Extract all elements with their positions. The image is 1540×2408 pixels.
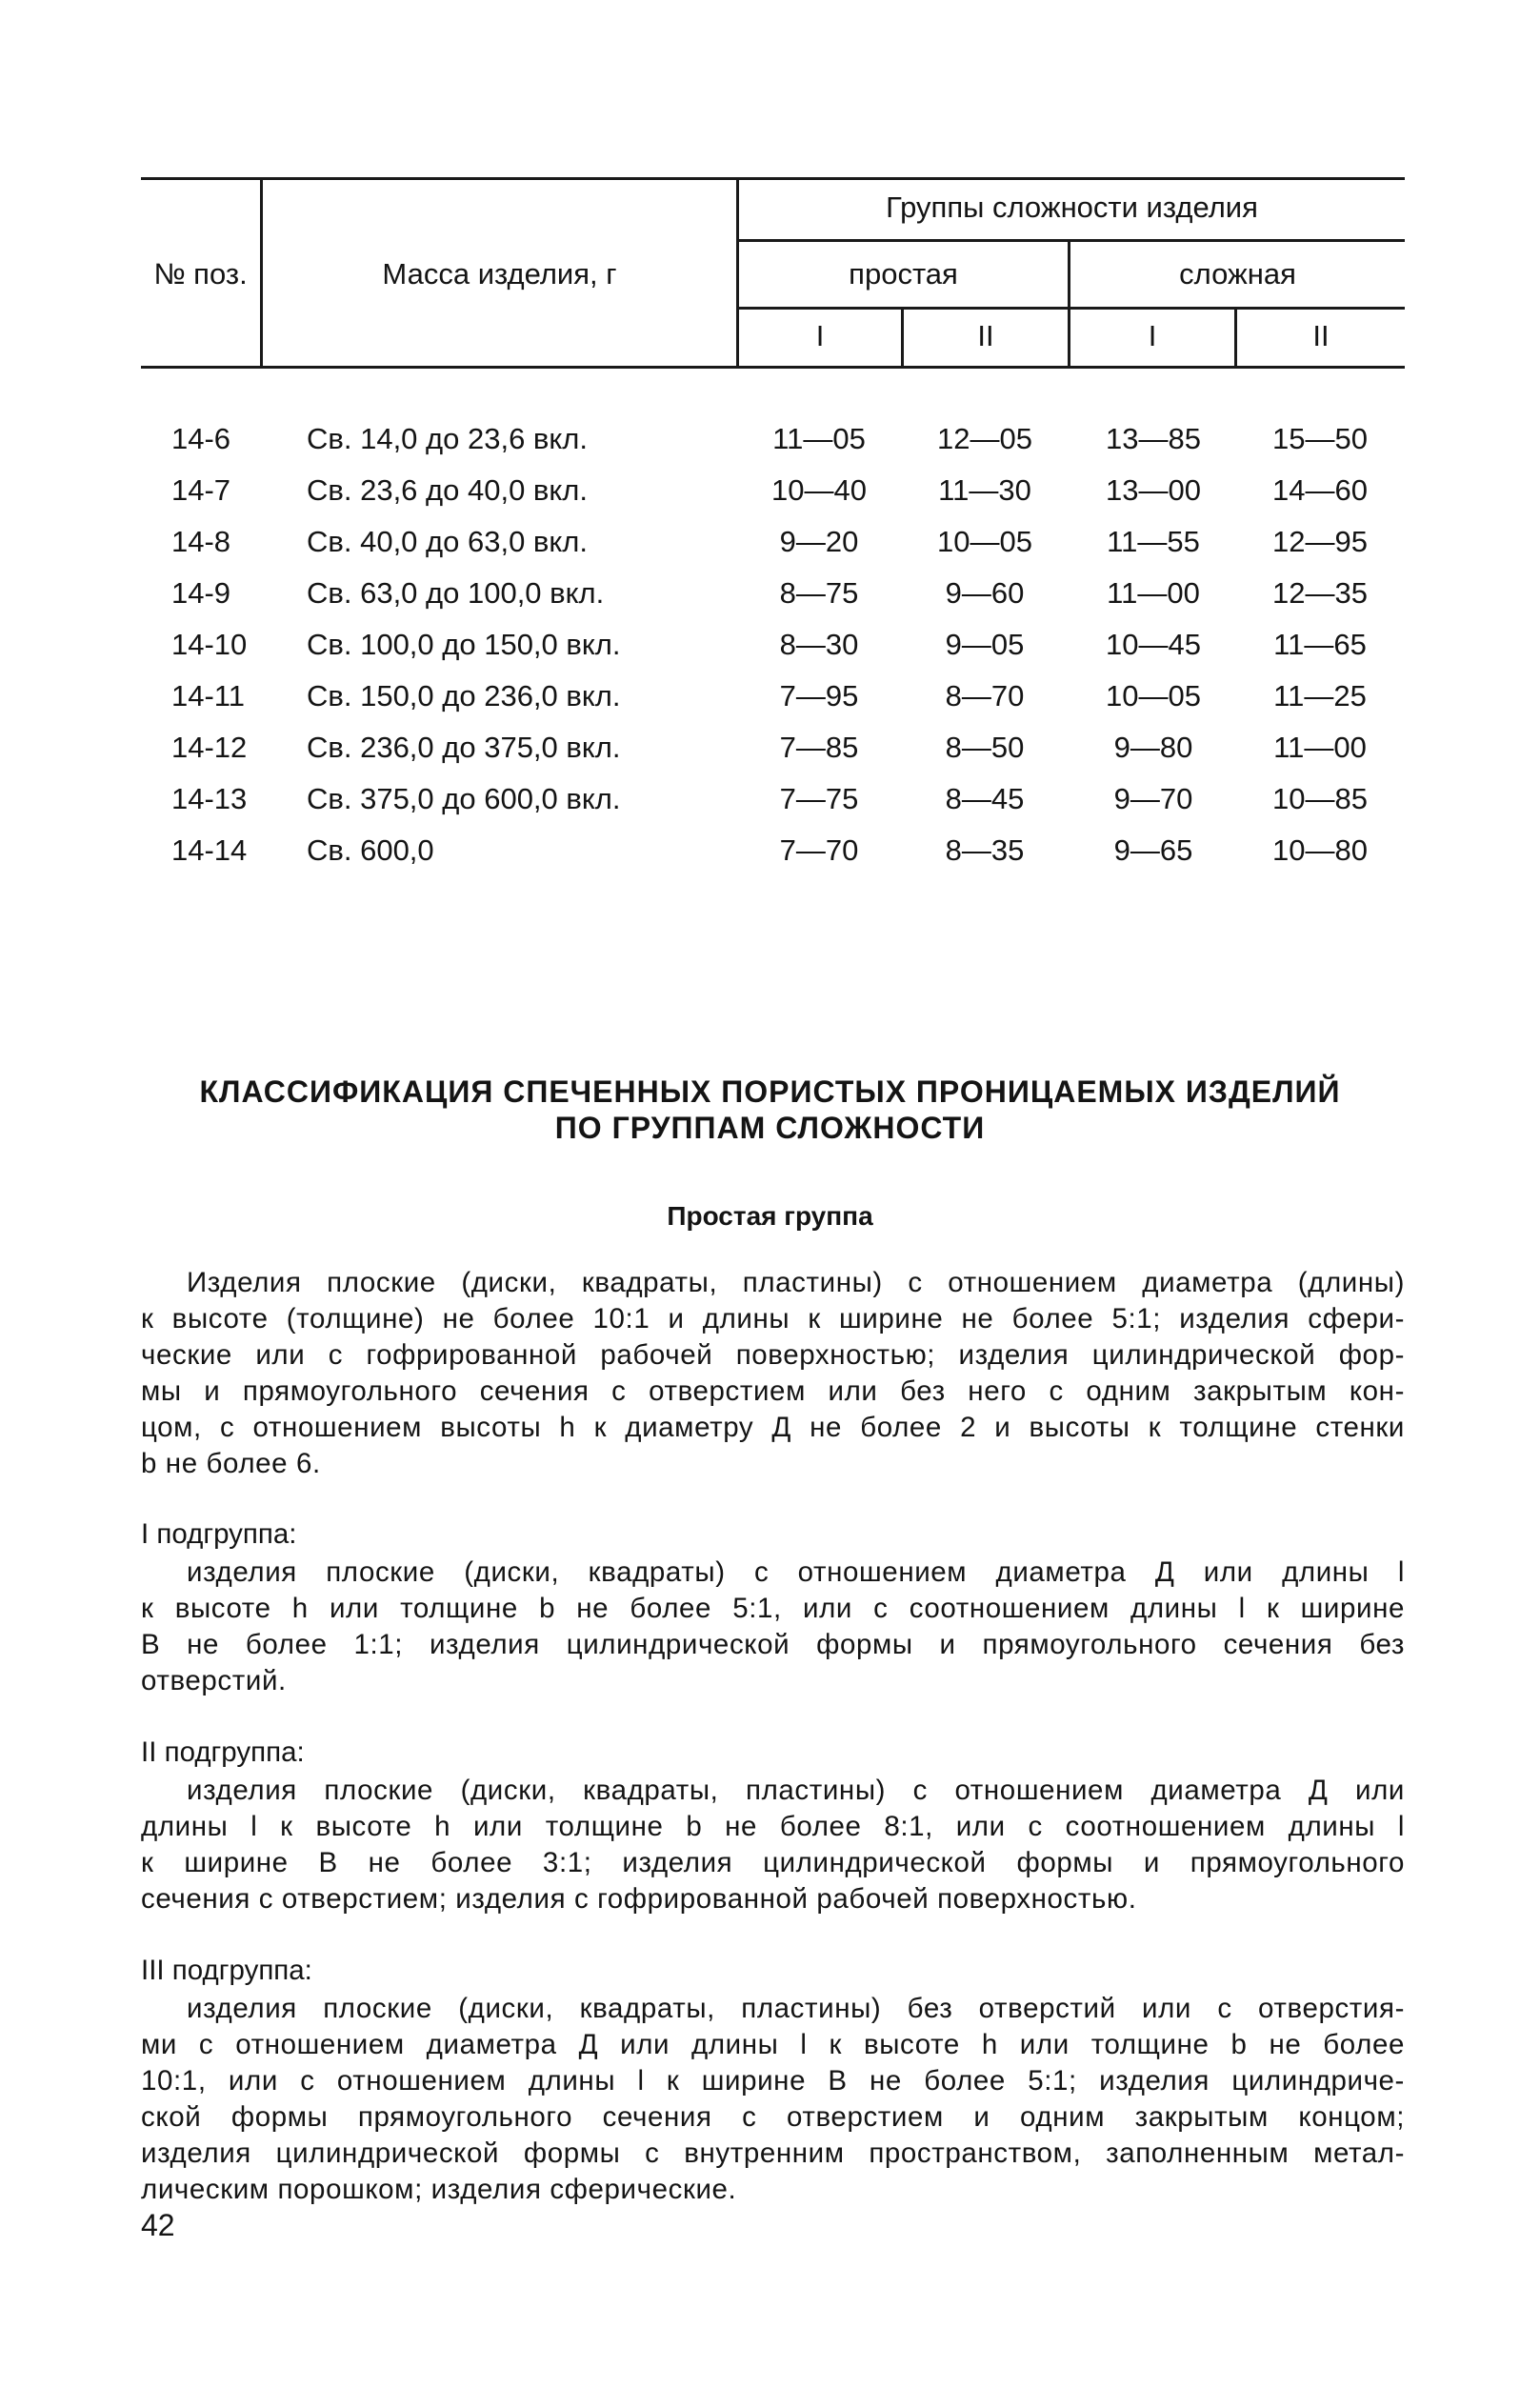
row-pos: 14-12	[171, 731, 248, 764]
subgroup-1-line: отверстий.	[141, 1665, 287, 1696]
header-simple-2: II	[977, 319, 994, 352]
intro-line: ческие или с гофрированной рабочей поверхностью; изделия цилиндрической фор-	[141, 1339, 1405, 1371]
row-complex-2: 15—50	[1272, 422, 1368, 455]
row-pos: 14-10	[171, 628, 248, 661]
row-mass: Св. 100,0 до 150,0 вкл.	[307, 628, 621, 661]
subgroup-1-line: В не более 1:1; изделия цилиндрической формы и прямоугольного сечения без	[141, 1629, 1405, 1660]
row-simple-1: 9—20	[779, 525, 859, 558]
row-mass: Св. 236,0 до 375,0 вкл.	[307, 731, 621, 764]
row-complex-1: 11—00	[1107, 576, 1200, 610]
row-mass: Св. 375,0 до 600,0 вкл.	[307, 782, 621, 815]
header-complex: сложная	[1179, 257, 1296, 291]
row-mass: Св. 23,6 до 40,0 вкл.	[307, 473, 588, 507]
section-title-line2: ПО ГРУППАМ СЛОЖНОСТИ	[554, 1111, 986, 1145]
row-complex-1: 9—70	[1113, 782, 1193, 815]
header-mass: Масса изделия, г	[382, 257, 617, 291]
row-complex-2: 11—00	[1273, 731, 1367, 764]
row-mass: Св. 63,0 до 100,0 вкл.	[307, 576, 605, 610]
subgroup-1-line: изделия плоские (диски, квадраты) с отношением диаметра Д или длины l	[187, 1556, 1405, 1588]
subgroup-2-label: II подгруппа:	[141, 1736, 305, 1768]
row-pos: 14-9	[171, 576, 231, 610]
row-mass: Св. 150,0 до 236,0 вкл.	[307, 679, 621, 712]
subgroup-2-line: изделия плоские (диски, квадраты, пластины) с отношением диаметра Д или	[187, 1775, 1405, 1806]
row-pos: 14-7	[171, 473, 231, 507]
row-simple-2: 9—05	[945, 628, 1025, 661]
row-simple-2: 12—05	[937, 422, 1032, 455]
row-mass: Св. 14,0 до 23,6 вкл.	[307, 422, 588, 455]
row-simple-2: 9—60	[945, 576, 1025, 610]
page-number: 42	[141, 2208, 175, 2242]
row-simple-2: 8—50	[945, 731, 1025, 764]
row-mass: Св. 600,0	[307, 833, 434, 867]
row-simple-2: 8—35	[945, 833, 1025, 867]
intro-line: Изделия плоские (диски, квадраты, пластины) с отношением диаметра (длины)	[187, 1267, 1405, 1298]
row-complex-2: 11—65	[1273, 628, 1367, 661]
row-complex-2: 11—25	[1273, 679, 1367, 712]
row-simple-2: 10—05	[937, 525, 1032, 558]
row-simple-1: 7—75	[779, 782, 859, 815]
row-simple-1: 7—95	[779, 679, 859, 712]
subgroup-3-line: ской формы прямоугольного сечения с отверстием и одним закрытым концом;	[141, 2101, 1405, 2133]
row-complex-1: 10—05	[1106, 679, 1201, 712]
row-complex-2: 14—60	[1272, 473, 1368, 507]
intro-line: мы и прямоугольного сечения с отверстием или без него с одним закрытым кон-	[141, 1375, 1405, 1407]
subgroup-2-line: длины l к высоте h или толщине b не более 8:1, или с соотношением длины l	[141, 1811, 1405, 1842]
subgroup-1-line: к высоте h или толщине b не более 5:1, или с соотношением длины l к ширине	[141, 1593, 1405, 1624]
row-complex-2: 10—85	[1272, 782, 1368, 815]
subgroup-3-line: изделия плоские (диски, квадраты, пластины) без отверстий или с отверстия-	[187, 1993, 1405, 2024]
subgroup-3-line: лическим порошком; изделия сферические.	[141, 2174, 737, 2205]
section-subtitle: Простая группа	[667, 1201, 873, 1231]
table-top-rule	[141, 177, 1405, 180]
row-simple-2: 8—45	[945, 782, 1025, 815]
groups-under-rule	[736, 239, 1405, 242]
row-complex-2: 10—80	[1272, 833, 1368, 867]
simple-complex-under-rule	[736, 307, 1405, 310]
subgroup-3-line: изделия цилиндрической формы с внутренним пространством, заполненным метал-	[141, 2137, 1405, 2169]
row-simple-1: 11—05	[772, 422, 866, 455]
subgroup-2-line: сечения с отверстием; изделия с гофрированной рабочей поверхностью.	[141, 1883, 1137, 1915]
row-simple-1: 10—40	[771, 473, 867, 507]
row-complex-1: 13—85	[1106, 422, 1201, 455]
row-complex-1: 9—65	[1113, 833, 1193, 867]
row-simple-1: 7—70	[779, 833, 859, 867]
row-mass: Св. 40,0 до 63,0 вкл.	[307, 525, 588, 558]
row-pos: 14-14	[171, 833, 248, 867]
header-pos: № поз.	[153, 257, 248, 291]
row-complex-2: 12—95	[1272, 525, 1368, 558]
row-complex-1: 10—45	[1106, 628, 1201, 661]
header-groups: Группы сложности изделия	[886, 191, 1258, 224]
row-pos: 14-11	[171, 679, 245, 712]
table-header-bottom-rule	[141, 366, 1405, 369]
header-complex-1: I	[1148, 319, 1157, 352]
row-simple-2: 8—70	[945, 679, 1025, 712]
row-pos: 14-8	[171, 525, 231, 558]
header-complex-2: II	[1312, 319, 1330, 352]
row-complex-1: 13—00	[1106, 473, 1201, 507]
subgroup-1-label: I подгруппа:	[141, 1518, 297, 1550]
intro-line: к высоте (толщине) не более 10:1 и длины к ширине не более 5:1; изделия сфери-	[141, 1303, 1405, 1334]
header-simple-1: I	[815, 319, 825, 352]
intro-line: цом, с отношением высоты h к диаметру Д не более 2 и высоты к толщине стенки	[141, 1412, 1405, 1443]
row-complex-1: 9—80	[1113, 731, 1193, 764]
row-simple-2: 11—30	[938, 473, 1031, 507]
row-pos: 14-6	[171, 422, 231, 455]
intro-line: b не более 6.	[141, 1448, 321, 1479]
row-pos: 14-13	[171, 782, 248, 815]
row-complex-2: 12—35	[1272, 576, 1368, 610]
row-simple-1: 8—30	[779, 628, 859, 661]
row-complex-1: 11—55	[1107, 525, 1200, 558]
section-title-line1: КЛАССИФИКАЦИЯ СПЕЧЕННЫХ ПОРИСТЫХ ПРОНИЦАЕМЫХ ИЗДЕЛИЙ	[199, 1074, 1341, 1109]
row-simple-1: 7—85	[779, 731, 859, 764]
row-simple-1: 8—75	[779, 576, 859, 610]
subgroup-3-line: 10:1, или с отношением длины l к ширине В не более 5:1; изделия цилиндриче-	[141, 2065, 1405, 2097]
subgroup-3-label: III подгруппа:	[141, 1955, 312, 1986]
subgroup-2-line: к ширине В не более 3:1; изделия цилиндрической формы и прямоугольного	[141, 1847, 1405, 1878]
subgroup-3-line: ми с отношением диаметра Д или длины l к высоте h или толщине b не более	[141, 2029, 1405, 2060]
header-simple: простая	[849, 257, 958, 291]
